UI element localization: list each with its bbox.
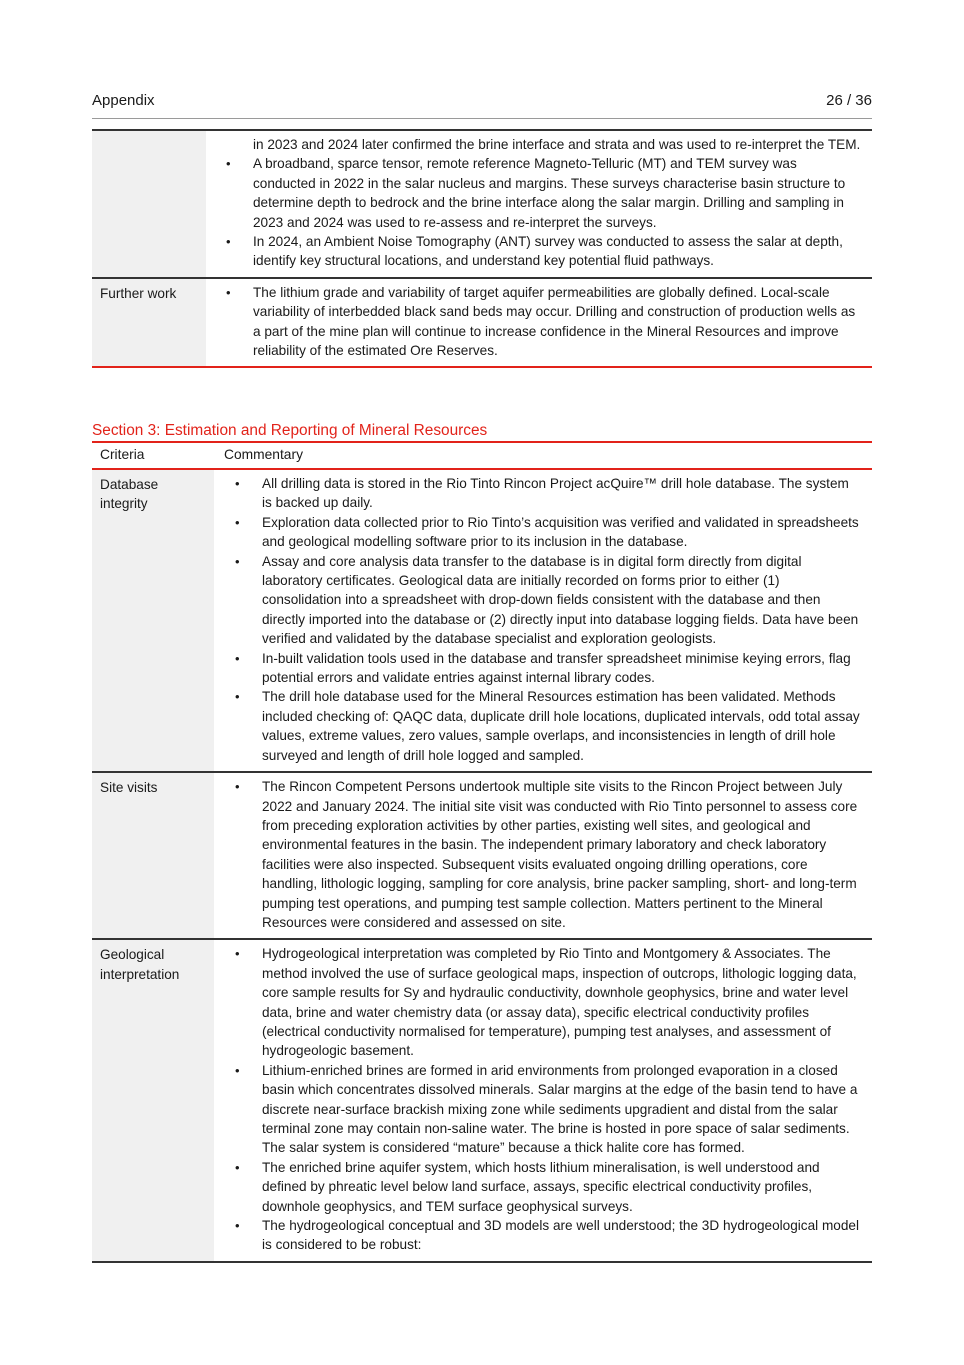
page-header [92,92,872,119]
bullet-item: • Assay and core analysis data transfer to the database is in digital form directly from digital laboratory certificates. Geological data are initially recorded on forms prior to either (1) consolidation into a spreadsheet with drop-down fields consistent with the database and then directly imported into the database or (2) directly input into database logging fields. Data have been verified and validated by the database specialist and exploration geologists. [262,552,862,649]
bullet-item: • The lithium grade and variability of target aquifer permeabilities are globally defined. Local-scale variability of interbedded black sand beds may occur. Drilling and construction of production wells as a part of the mine plan will continue to increase confidence in the Mineral Resources and improve reliability of the estimated Ore Reserves. [253,283,862,361]
table-row [92,772,872,939]
bullet-list [262,944,862,1255]
criteria-cell: Geological interpretation [92,939,214,1262]
bullet-item: • The drill hole database used for the Mineral Resources estimation has been validated. Methods included checking of: QAQC data, duplicate drill hole locations, duplicated intervals, odd total assay values, extreme values, zero values, sample overlaps, and inconsistencies in length of drill hole surveyed and length of drill hole logged and sampled. [262,687,862,765]
commentary-cell [214,939,872,1262]
bullet-item: • Lithium-enriched brines are formed in arid environments from prolonged evaporation in a closed basin which concentrates dissolved minerals. Salar margins at the edge of the basin tend to have a discrete near-surface brackish mixing zone while sediments upgradient and distal from the salar terminal zone may contain non-saline water. The brine is hosted in pore space of salar sediments. The salar system is considered “mature” because a thick halite core has formed. [262,1061,862,1158]
table-section-3 [92,443,872,1263]
criteria-cell: Further work [92,278,206,368]
bullet-list [262,474,862,765]
criteria-cell: Database integrity [92,469,214,772]
bullet-list [253,154,862,270]
commentary-cell [214,469,872,772]
section-title: Section 3: Estimation and Reporting of Mineral Resources [92,422,872,443]
column-header-criteria: Criteria [92,443,214,469]
table-section-2-continued [92,129,872,368]
header-section-label: Appendix [92,92,155,109]
table-header-row [92,443,872,469]
bullet-item: • The enriched brine aquifer system, which hosts lithium mineralisation, is well understood and defined by phreatic level below land surface, assays, specific electrical conductivity profiles, downhole geophysics, and TEM surface geophysical surveys. [262,1158,862,1216]
continued-text: in 2023 and 2024 later confirmed the brine interface and strata and was used to re-interpret the TEM. [253,137,861,152]
table-row [92,469,872,772]
bullet-item: • In 2024, an Ambient Noise Tomography (ANT) survey was conducted to assess the salar at depth, identify key structural locations, and understand key potential fluid pathways. [253,232,862,271]
table-row [92,130,872,278]
bullet-item: • The hydrogeological conceptual and 3D models are well understood; the 3D hydrogeological model is considered to be robust: [262,1216,862,1255]
commentary-cell [206,278,872,368]
criteria-cell [92,130,206,278]
bullet-list [262,777,862,932]
column-header-commentary: Commentary [214,443,872,469]
commentary-cell [206,130,872,278]
bullet-item: • In-built validation tools used in the database and transfer spreadsheet minimise keying errors, flag potential errors and validate entries against internal library codes. [262,649,862,688]
bullet-item: • Hydrogeological interpretation was completed by Rio Tinto and Montgomery & Associates. The method involved the use of surface geological maps, inspection of outcrops, lithologic logging data, core sample results for Sy and hydraulic conductivity, downhole geophysics, brine and water level data, brine and water chemistry data (or assay data), specific electrical conductivity profiles (electrical conductivity normalised for temperature), pumping test analyses, and assessment of hydrogeologic basement. [262,944,862,1060]
bullet-list [253,283,862,361]
commentary-cell [214,772,872,939]
criteria-cell: Site visits [92,772,214,939]
bullet-item: • A broadband, sparce tensor, remote reference Magneto-Telluric (MT) and TEM survey was conducted in 2022 in the salar nucleus and margins. These surveys characterise basin structure to determine depth to bedrock and the brine interface along the salar margin. Drilling and sampling in 2023 and 2024 was used to re-assess and re-interpret the surveys. [253,154,862,232]
bullet-item: • The Rincon Competent Persons undertook multiple site visits to the Rincon Project between July 2022 and January 2024. The initial site visit was conducted with Rio Tinto personnel to assess core from preceding exploration activities by other parties, existing well sites, and geological and environmental features in the basin. The independent primary laboratory and check laboratory facilities were also inspected. Subsequent visits evaluated ongoing drilling operations, core handling, lithologic logging, sampling for core analysis, brine packer sampling, short- and long-term pumping test operations, and pumping test sample collection. Matters pertinent to the Mineral Resources were considered and assessed on site. [262,777,862,932]
page-number: 26 / 36 [826,92,872,109]
bullet-item: • Exploration data collected prior to Rio Tinto’s acquisition was verified and validated in spreadsheets and geological modelling software prior to its inclusion in the database. [262,513,862,552]
table-row [92,278,872,368]
table-row [92,939,872,1262]
bullet-item: • All drilling data is stored in the Rio Tinto Rincon Project acQuire™ drill hole database. The system is backed up daily. [262,474,862,513]
